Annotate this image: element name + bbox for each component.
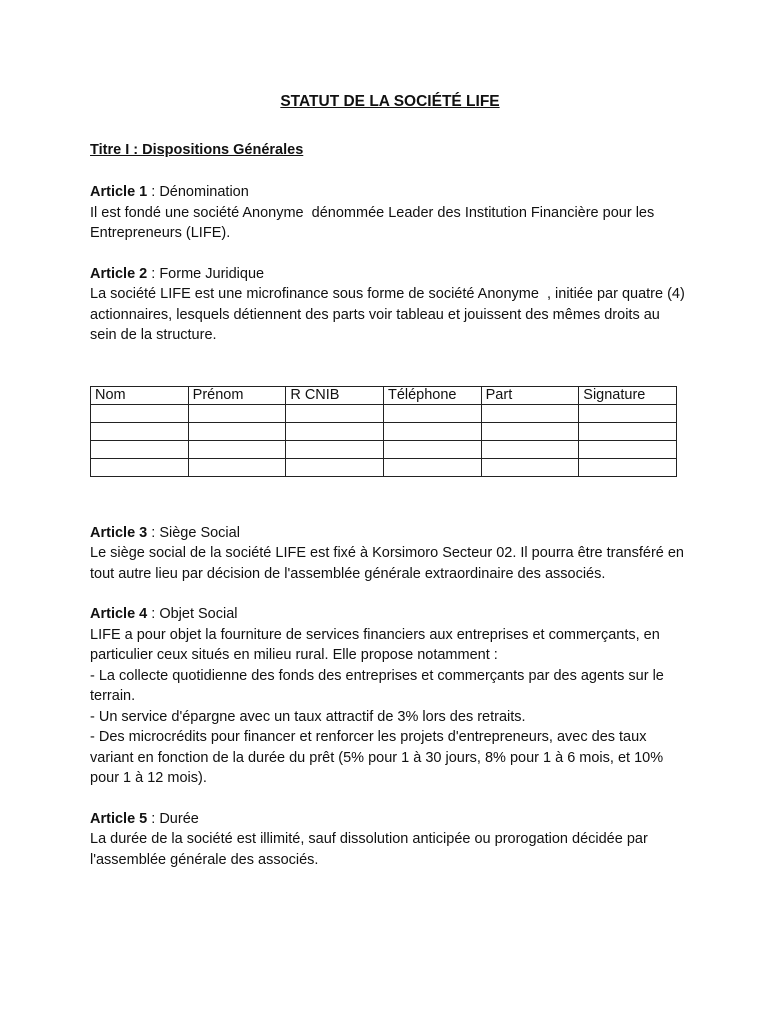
article-heading-text: Siège Social bbox=[159, 524, 240, 541]
table-cell bbox=[579, 422, 677, 440]
column-header-rcnib: R CNIB bbox=[286, 386, 384, 404]
table-cell bbox=[286, 440, 384, 458]
column-header-signature: Signature bbox=[579, 386, 677, 404]
table-row bbox=[91, 422, 677, 440]
table-cell bbox=[286, 458, 384, 476]
article-1 bbox=[90, 182, 690, 244]
table-cell bbox=[188, 404, 286, 422]
article-5 bbox=[90, 809, 690, 871]
table-cell bbox=[383, 458, 481, 476]
article-heading bbox=[90, 604, 690, 625]
table-cell bbox=[579, 404, 677, 422]
article-paragraph: Le siège social de la société LIFE est fixé à Korsimoro Secteur 02. Il pourra être transféré en tout autre lieu par décision de l'assemblée générale extraordinaire des associés. bbox=[90, 545, 689, 582]
article-paragraph: - La collecte quotidienne des fonds des entreprises et commerçants par des agents sur le terrain. bbox=[90, 667, 668, 704]
table-cell bbox=[383, 422, 481, 440]
document-page bbox=[90, 92, 690, 890]
table-cell bbox=[91, 440, 189, 458]
table-cell bbox=[286, 404, 384, 422]
table-row bbox=[91, 440, 677, 458]
article-paragraph: - Un service d'épargne avec un taux attractif de 3% lors des retraits. bbox=[90, 708, 526, 725]
table-body bbox=[91, 404, 677, 476]
article-heading-text: Dénomination bbox=[159, 184, 249, 200]
table-cell bbox=[383, 404, 481, 422]
article-paragraph: Il est fondé une société Anonyme dénommée Leader des Institution Financière pour les Entrepreneurs (LIFE). bbox=[90, 204, 659, 241]
article-separator: : bbox=[147, 606, 160, 622]
table-header-row bbox=[91, 386, 677, 404]
article-separator: : bbox=[147, 265, 160, 282]
section-title: Titre I : Dispositions Générales bbox=[90, 142, 304, 158]
article-3 bbox=[90, 523, 690, 585]
table-cell bbox=[286, 422, 384, 440]
document-title: STATUT DE LA SOCIÉTÉ LIFE bbox=[280, 93, 500, 110]
article-separator: : bbox=[147, 184, 160, 200]
article-label: Article 4 bbox=[90, 606, 148, 622]
article-heading bbox=[90, 523, 690, 544]
article-paragraph: La société LIFE est une microfinance sous forme de société Anonyme , initiée par quatre (4) actionnaires, lesquels détiennent des parts voir tableau et jouissent des mêmes droits au sein de la structure. bbox=[90, 286, 689, 343]
column-header-prenom: Prénom bbox=[188, 386, 286, 404]
articles-group-1 bbox=[90, 182, 690, 346]
table-cell bbox=[383, 440, 481, 458]
table-row bbox=[91, 404, 677, 422]
table-cell bbox=[481, 440, 579, 458]
article-label: Article 2 bbox=[90, 265, 148, 282]
table-cell bbox=[91, 422, 189, 440]
table-cell bbox=[481, 458, 579, 476]
article-heading-text: Objet Social bbox=[159, 606, 238, 622]
partners-table bbox=[90, 386, 677, 477]
articles-group-2 bbox=[90, 523, 690, 871]
column-header-nom: Nom bbox=[91, 386, 189, 404]
table-cell bbox=[188, 440, 286, 458]
table-cell bbox=[579, 440, 677, 458]
article-paragraph: LIFE a pour objet la fourniture de services financiers aux entreprises et commerçants, en particulier ceux situés en milieu rural. Elle propose notamment : bbox=[90, 626, 664, 663]
article-separator: : bbox=[147, 524, 160, 541]
table-row bbox=[91, 458, 677, 476]
table-cell bbox=[188, 458, 286, 476]
article-heading-text: Forme Juridique bbox=[159, 265, 265, 282]
table-cell bbox=[481, 422, 579, 440]
table-cell bbox=[91, 404, 189, 422]
article-heading bbox=[90, 264, 690, 285]
table-cell bbox=[481, 404, 579, 422]
article-separator: : bbox=[147, 810, 160, 827]
article-paragraph: La durée de la société est illimité, sauf dissolution anticipée ou prorogation décidée par l'assemblée générale des associés. bbox=[90, 831, 652, 868]
table-cell bbox=[91, 458, 189, 476]
column-header-part: Part bbox=[481, 386, 579, 404]
table-cell bbox=[188, 422, 286, 440]
article-heading bbox=[90, 182, 690, 203]
table-cell bbox=[579, 458, 677, 476]
article-4 bbox=[90, 604, 690, 789]
article-label: Article 1 bbox=[90, 184, 148, 200]
article-heading bbox=[90, 809, 690, 830]
article-heading-text: Durée bbox=[159, 810, 199, 827]
article-label: Article 5 bbox=[90, 810, 148, 827]
article-2 bbox=[90, 264, 690, 346]
column-header-telephone: Téléphone bbox=[383, 386, 481, 404]
article-paragraph: - Des microcrédits pour financer et renforcer les projets d'entrepreneurs, avec des taux variant en fonction de la durée du prêt (5% pour 1 à 30 jours, 8% pour 1 à 6 mois, et 10% pour 1 à 12 mois). bbox=[90, 729, 668, 786]
article-label: Article 3 bbox=[90, 524, 148, 541]
